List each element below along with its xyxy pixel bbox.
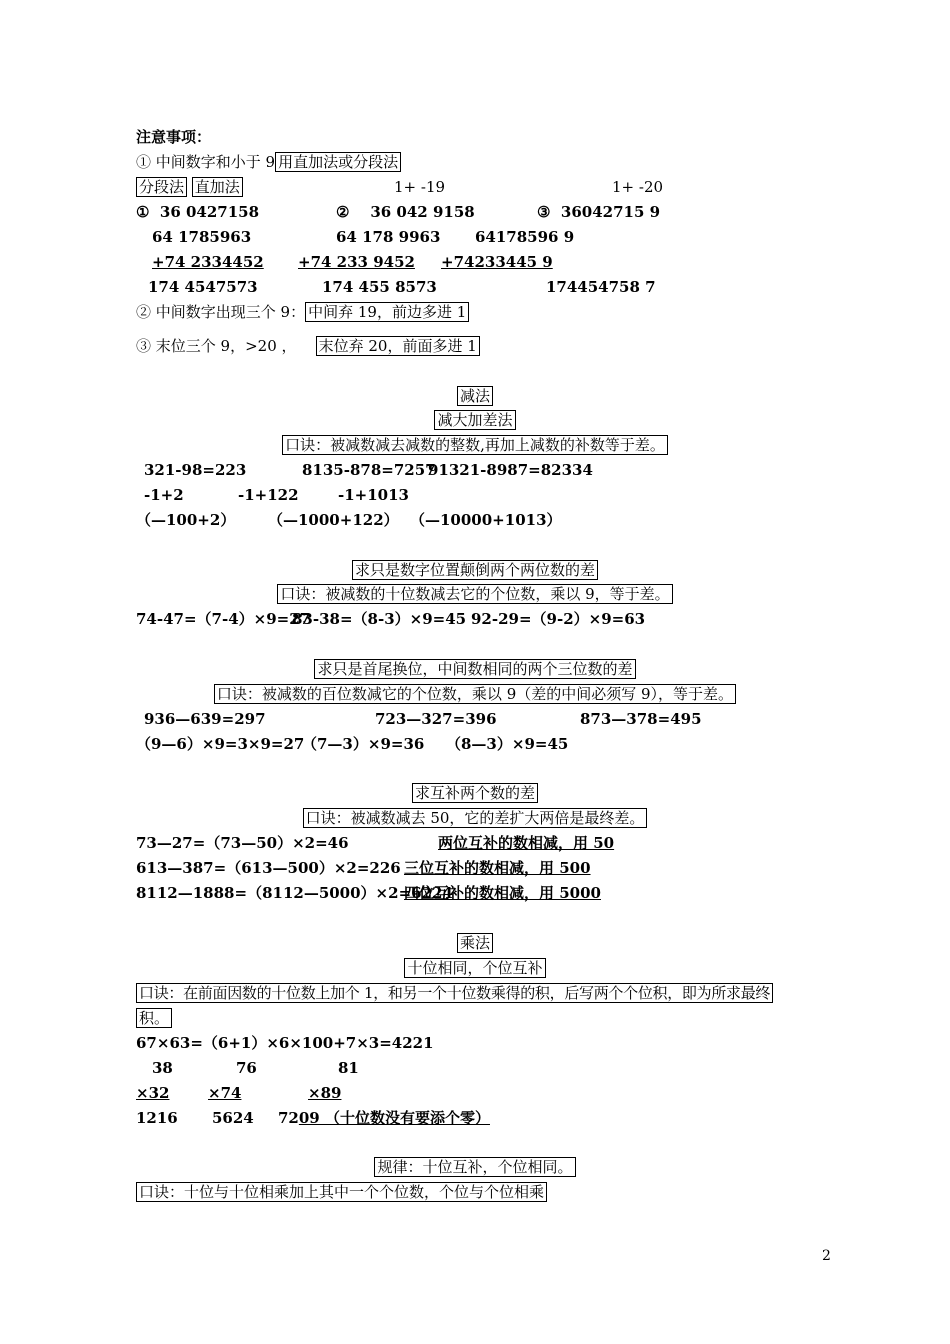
ex1b-c: -1+1013 xyxy=(338,486,409,504)
col-res-1: 1216 xyxy=(136,1109,178,1127)
subtraction-title-row xyxy=(0,386,950,406)
ex1-c: 91321-8987=82334 xyxy=(428,461,593,479)
ex1c-c: （—10000+1013） xyxy=(410,511,562,529)
multiplication-title-row xyxy=(0,933,950,953)
ex4-eq-1: 73—27=（73—50）×2=46 xyxy=(136,834,349,852)
rule-3 xyxy=(136,336,480,356)
ex3b-c: （8—3）×9=45 xyxy=(446,735,569,753)
ex3b-b: （7—3）×9=36 xyxy=(302,735,425,753)
method-1-row xyxy=(0,410,950,430)
mult-rhyme-1-box: 口诀：在前面因数的十位数上加个 1，和另一个十位数乘得的积，后写两个个位积，即为所求最终 xyxy=(136,983,773,1003)
ex3-c: 873—378=495 xyxy=(580,710,702,728)
rhyme-2: 口诀：被减数的十位数减去它的个位数，乘以 9，等于差。 xyxy=(277,584,672,604)
ex3-b: 723—327=396 xyxy=(375,710,497,728)
example-b-row-4: 174 455 8573 xyxy=(322,278,437,296)
ex1c-b: （—1000+122） xyxy=(268,511,399,529)
mult-rule-2-row xyxy=(0,1157,950,1177)
ex4-note-1: 两位互补的数相减，用 50 xyxy=(438,834,615,852)
method-3-title: 求只是首尾换位，中间数相同的两个三位数的差 xyxy=(314,659,635,679)
mult-method-1-title: 十位相同，个位互补 xyxy=(404,958,545,978)
example-a-row-1: ① 36 0427158 xyxy=(136,203,260,221)
hint-1: 1+ -19 xyxy=(394,178,446,196)
ex2-a: 74-47=（7-4）×9=27 xyxy=(136,610,311,628)
mult-method-1-row xyxy=(0,958,950,978)
col-mult-2: ×74 xyxy=(208,1084,242,1102)
hint-2: 1+ -20 xyxy=(612,178,664,196)
subtraction-title: 减法 xyxy=(457,386,493,406)
rule-1 xyxy=(136,152,401,172)
col-mult-3: ×89 xyxy=(308,1084,342,1102)
ex1-a: 321-98=223 xyxy=(144,461,247,479)
method-2-row xyxy=(0,560,950,580)
mult-rhyme-1-line-1 xyxy=(136,983,773,1003)
mult-ex-1: 67×63=（6+1）×6×100+7×3=4221 xyxy=(136,1034,434,1052)
ex2-b: 83-38=（8-3）×9=45 xyxy=(292,610,467,628)
rule-1-box: 用直加法或分段法 xyxy=(275,152,401,172)
rhyme-4-row xyxy=(0,808,950,828)
mult-rhyme-2: 口诀：十位与十位相乘加上其中一个个位数，个位与个位相乘 xyxy=(136,1182,547,1202)
rhyme-1-row xyxy=(0,435,950,455)
mult-rhyme-1-box-2: 积。 xyxy=(136,1008,172,1028)
rhyme-1: 口诀：被减数减去减数的整数,再加上减数的补数等于差。 xyxy=(282,435,668,455)
method-4-row xyxy=(0,783,950,803)
method-boxes xyxy=(136,177,243,197)
example-b-row-3: +74 233 9452 xyxy=(298,253,415,271)
rule-3-text: ③ 末位三个 9，>20 ， xyxy=(136,337,297,355)
example-a-row-4: 174 4547573 xyxy=(148,278,258,296)
ex3-a: 936—639=297 xyxy=(144,710,266,728)
example-c-row-3: +74233445 9 xyxy=(441,253,553,271)
ex3b-a: （9—6）×9=3×9=27 xyxy=(136,735,305,753)
rule-2 xyxy=(136,302,469,322)
ex1b-b: -1+122 xyxy=(238,486,299,504)
page-number: 2 xyxy=(822,1248,831,1264)
col-top-1: 38 xyxy=(152,1059,173,1077)
direct-add-box: 直加法 xyxy=(192,177,243,197)
col-res-3-head: 72 xyxy=(278,1109,299,1127)
example-c-row-1: ③ 36042715 9 xyxy=(537,203,661,221)
notes-title: 注意事项： xyxy=(136,128,212,146)
col-res-2: 5624 xyxy=(212,1109,254,1127)
col-mult-1: ×32 xyxy=(136,1084,170,1102)
segment-method-box: 分段法 xyxy=(136,177,187,197)
method-1-title: 减大加差法 xyxy=(434,410,515,430)
ex1b-a: -1+2 xyxy=(144,486,184,504)
method-4-title: 求互补两个数的差 xyxy=(412,783,538,803)
mult-rule-2: 规律：十位互补，个位相同。 xyxy=(374,1157,575,1177)
rhyme-3-row xyxy=(0,684,950,704)
example-b-row-1: ② 36 042 9158 xyxy=(336,203,475,221)
rhyme-3: 口诀：被减数的百位数减它的个位数，乘以 9（差的中间必须写 9），等于差。 xyxy=(214,684,736,704)
mult-rhyme-1-line-2 xyxy=(136,1008,172,1028)
example-c-row-2: 64178596 9 xyxy=(475,228,575,246)
mult-rhyme-2-row xyxy=(136,1182,547,1202)
rule-1-text: ① 中间数字和小于 9 xyxy=(136,153,276,171)
example-a-row-2: 64 1785963 xyxy=(152,228,252,246)
ex4-note-2: 三位互补的数相减，用 500 xyxy=(404,859,591,877)
rule-3-box: 末位弃 20，前面多进 1 xyxy=(316,336,480,356)
example-a-row-3: +74 2334452 xyxy=(152,253,264,271)
method-3-row xyxy=(0,659,950,679)
example-c-row-4: 174454758 7 xyxy=(546,278,656,296)
ex4-note-3: 四位互补的数相减，用 5000 xyxy=(404,884,601,902)
rule-2-box: 中间弃 19，前边多进 1 xyxy=(305,302,469,322)
ex4-eq-2: 613—387=（613—500）×2=226 xyxy=(136,859,401,877)
col-res-3 xyxy=(278,1108,490,1128)
ex1c-a: （—100+2） xyxy=(136,511,236,529)
example-b-row-2: 64 178 9963 xyxy=(336,228,441,246)
ex2-c: 92-29=（9-2）×9=63 xyxy=(471,610,646,628)
rhyme-2-row xyxy=(0,584,950,604)
rule-2-text: ② 中间数字出现三个 9： xyxy=(136,303,306,321)
method-2-title: 求只是数字位置颠倒两个两位数的差 xyxy=(352,560,598,580)
col-top-2: 76 xyxy=(236,1059,257,1077)
rhyme-4: 口诀：被减数减去 50，它的差扩大两倍是最终差。 xyxy=(303,808,648,828)
col-top-3: 81 xyxy=(338,1059,359,1077)
ex1-b: 8135-878=7257 xyxy=(302,461,436,479)
ex4-eq-3: 8112—1888=（8112—5000）×2=6224 xyxy=(136,884,453,902)
col-res-3-note: 09 （十位数没有要添个零） xyxy=(298,1109,490,1127)
multiplication-title: 乘法 xyxy=(457,933,493,953)
